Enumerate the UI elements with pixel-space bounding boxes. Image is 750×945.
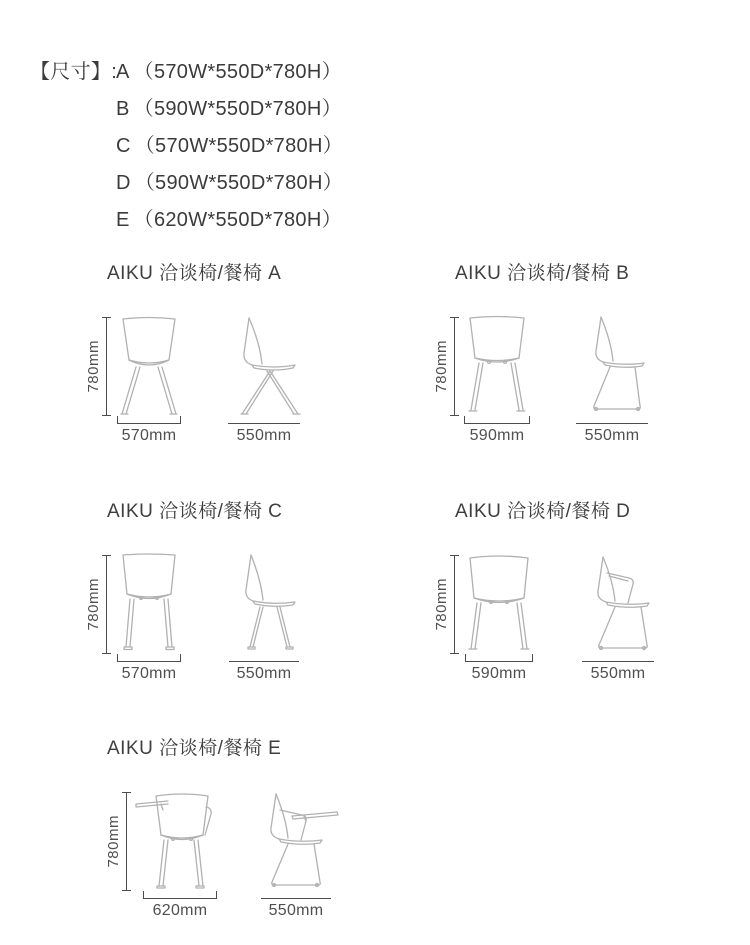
chair-b-front-drawing xyxy=(462,315,532,418)
model-letter: E xyxy=(116,209,130,231)
width-dim-line xyxy=(117,661,181,662)
chair-e-side-drawing xyxy=(252,790,340,893)
dimension-figure xyxy=(85,315,415,445)
height-dim-line xyxy=(106,317,107,416)
width-dim-label: 570mm xyxy=(121,665,177,682)
product-section-d xyxy=(433,496,750,683)
height-dim-label: 780mm xyxy=(433,340,450,393)
model-letter: A xyxy=(116,61,130,83)
model-dimensions: （590W*550D*780H） xyxy=(133,98,342,120)
width-dim-label: 570mm xyxy=(121,427,177,444)
product-title: AIKU 洽谈椅/餐椅 E xyxy=(107,738,282,759)
spec-line xyxy=(30,165,343,202)
product-section-c xyxy=(85,496,415,683)
height-dim-line xyxy=(126,792,127,891)
product-section-e xyxy=(85,733,415,920)
chair-d-front-drawing xyxy=(462,553,536,656)
dimension-figure xyxy=(105,790,415,920)
model-dimensions: （620W*550D*780H） xyxy=(133,209,342,231)
depth-dim-line xyxy=(228,423,300,424)
side-view xyxy=(224,315,304,445)
dimension-figure xyxy=(433,553,750,683)
depth-dim-line xyxy=(582,661,654,662)
height-dim-label: 780mm xyxy=(85,578,102,631)
side-view xyxy=(572,315,652,445)
front-view xyxy=(134,790,226,920)
side-view xyxy=(252,790,340,920)
height-dim-label: 780mm xyxy=(433,578,450,631)
model-dimensions: （570W*550D*780H） xyxy=(134,135,343,157)
height-dimension xyxy=(85,553,107,656)
product-title: AIKU 洽谈椅/餐椅 A xyxy=(107,263,282,284)
front-view xyxy=(114,315,184,445)
width-dim-label: 590mm xyxy=(469,427,525,444)
dimension-figure xyxy=(85,553,415,683)
width-dim-line xyxy=(143,898,217,899)
depth-dim-label: 550mm xyxy=(268,902,324,919)
product-section-a xyxy=(85,258,415,445)
depth-dim-line xyxy=(229,661,299,662)
side-view xyxy=(224,553,304,683)
height-dim-line xyxy=(454,555,455,654)
spec-line xyxy=(30,54,343,91)
size-label: 【尺寸】: xyxy=(30,61,118,83)
model-letter: D xyxy=(116,172,131,194)
depth-dim-label: 550mm xyxy=(584,427,640,444)
height-dim-label: 780mm xyxy=(105,815,122,868)
height-dim-label: 780mm xyxy=(85,340,102,393)
height-dim-line xyxy=(106,555,107,654)
product-title: AIKU 洽谈椅/餐椅 C xyxy=(107,501,283,522)
size-spec-header xyxy=(30,54,343,239)
model-letter: C xyxy=(116,135,131,157)
front-view xyxy=(462,553,536,683)
model-dimensions: （570W*550D*780H） xyxy=(133,61,342,83)
depth-dim-label: 550mm xyxy=(236,427,292,444)
height-dimension xyxy=(433,553,455,656)
height-dimension xyxy=(85,315,107,418)
spec-line xyxy=(30,91,343,128)
chair-a-front-drawing xyxy=(114,315,184,418)
model-letter: B xyxy=(116,98,130,120)
height-dim-line xyxy=(454,317,455,416)
width-dim-label: 620mm xyxy=(152,902,208,919)
width-dim-line xyxy=(117,423,181,424)
depth-dim-line xyxy=(261,898,331,899)
height-dimension xyxy=(433,315,455,418)
height-dimension xyxy=(105,790,127,893)
side-view xyxy=(576,553,660,683)
width-dim-label: 590mm xyxy=(471,665,527,682)
product-section-b xyxy=(433,258,750,445)
depth-dim-line xyxy=(576,423,648,424)
dimension-figure xyxy=(433,315,750,445)
depth-dim-label: 550mm xyxy=(236,665,292,682)
width-dim-line xyxy=(464,423,530,424)
chair-b-side-drawing xyxy=(572,315,652,418)
product-title: AIKU 洽谈椅/餐椅 B xyxy=(455,263,630,284)
front-view xyxy=(462,315,532,445)
chair-a-side-drawing xyxy=(224,315,304,418)
depth-dim-label: 550mm xyxy=(590,665,646,682)
chair-e-front-drawing xyxy=(134,790,226,893)
product-title: AIKU 洽谈椅/餐椅 D xyxy=(455,501,631,522)
chair-c-side-drawing xyxy=(224,553,304,656)
spec-line xyxy=(30,202,343,239)
front-view xyxy=(114,553,184,683)
spec-line xyxy=(30,128,343,165)
model-dimensions: （590W*550D*780H） xyxy=(134,172,343,194)
chair-d-side-drawing xyxy=(576,553,660,656)
chair-c-front-drawing xyxy=(114,553,184,656)
width-dim-line xyxy=(465,661,533,662)
